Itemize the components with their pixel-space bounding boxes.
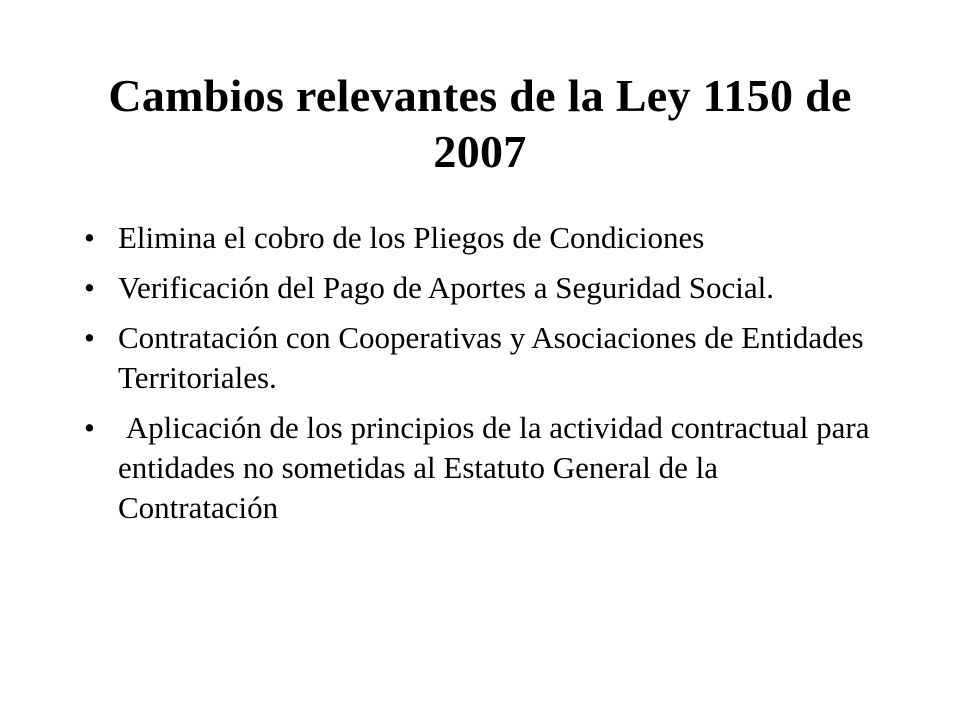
bullet-item [84, 408, 884, 528]
bullet-icon: • [84, 270, 95, 305]
bullet-item [84, 268, 884, 308]
bullet-text: Verificación del Pago de Aportes a Seguridad Social. [118, 270, 774, 305]
bullet-text: Elimina el cobro de los Pliegos de Condiciones [118, 220, 705, 255]
bullet-icon: • [84, 320, 95, 355]
bullet-icon: • [84, 410, 95, 445]
slide-title: Cambios relevantes de la Ley 1150 de 2007 [108, 70, 852, 177]
bullet-item [84, 218, 884, 258]
bullet-item [84, 318, 884, 398]
bullet-text: Aplicación de los principios de la actividad contractual para entidades no sometidas al Estatuto General de la Contratación [118, 410, 878, 525]
bullet-text: Contratación con Cooperativas y Asociaciones de Entidades Territoriales. [118, 320, 864, 395]
bullet-icon: • [84, 220, 95, 255]
bullet-list [84, 218, 884, 538]
